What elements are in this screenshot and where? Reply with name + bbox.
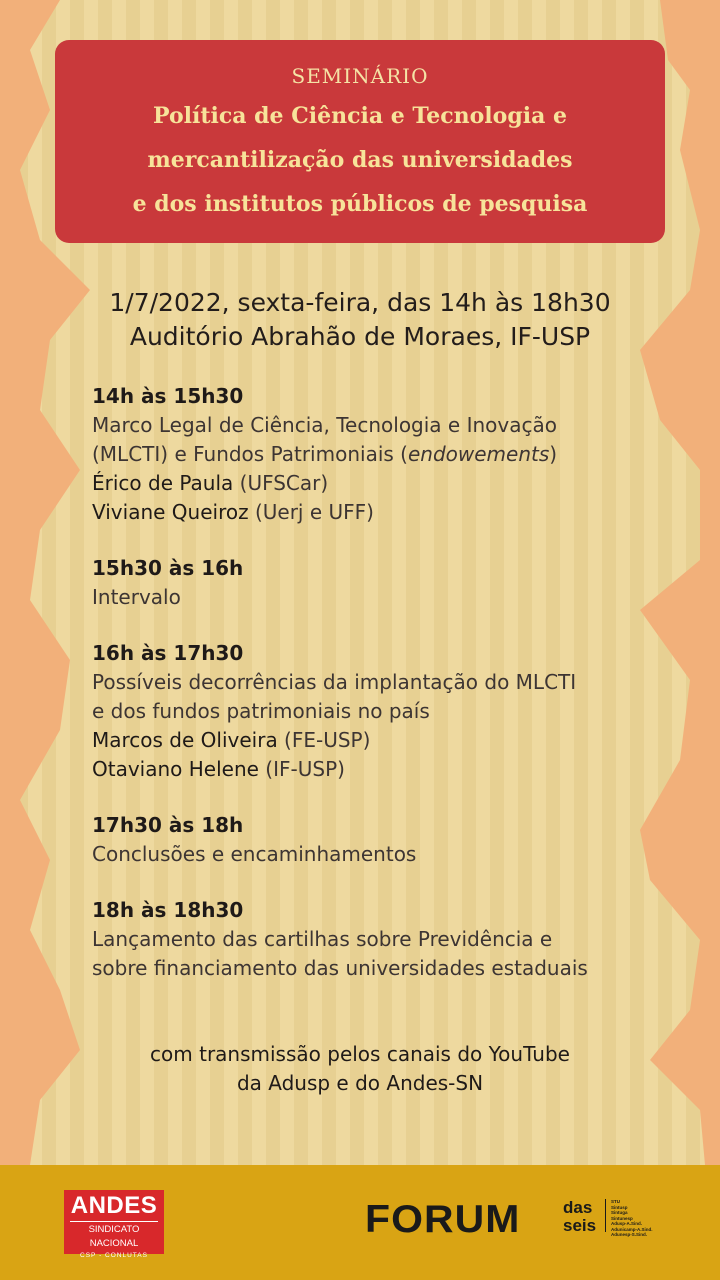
streaming-note-line: da Adusp e do Andes-SN [236,1071,484,1095]
speaker-name: Érico de Paula [92,471,234,495]
speaker [92,498,652,527]
speaker-name: Marcos de Oliveira [92,728,278,752]
schedule-slot [92,811,652,869]
event-info [0,286,720,354]
seminar-kicker: SEMINÁRIO [291,64,429,88]
seminar-header [55,40,665,243]
schedule-slot [92,382,652,527]
slot-description: Possíveis decorrências da implantação do MLCTI [92,670,577,694]
forum-logo-divider [605,1199,606,1232]
slot-time: 17h30 às 18h [92,813,244,837]
slot-description: (MLCTI) e Fundos Patrimoniais (endowements) [92,442,558,466]
forum-member: Adunesp-S.Sind. [611,1232,647,1237]
forum-member-list [611,1199,653,1238]
speaker [92,726,652,755]
forum-member: Sintunesp [611,1215,633,1221]
slot-description: sobre financiamento das universidades estaduais [92,956,588,980]
forum-logo-das: das [563,1198,593,1217]
forum-member: Adunicamp-A.Sind. [611,1226,653,1232]
speaker [92,755,652,784]
andes-logo-affiliation: CSP - CONLUTAS [80,1252,148,1259]
schedule [92,382,652,1010]
event-venue: Auditório Abrahão de Moraes, IF-USP [129,322,591,351]
forum-member: Sintusp [611,1204,628,1210]
speaker-name: Viviane Queiroz [92,500,249,524]
seminar-title-line: e dos institutos públicos de pesquisa [132,191,588,217]
forum-das-seis-logo [365,1195,665,1245]
footer-bar [0,1165,720,1280]
seminar-title-line: mercantilização das universidades [147,147,573,173]
forum-member: Sintuga [611,1210,628,1215]
slot-description: Intervalo [92,585,181,609]
slot-time: 14h às 15h30 [92,384,244,408]
speaker [92,469,652,498]
schedule-slot [92,896,652,983]
slot-time: 16h às 17h30 [92,641,244,665]
schedule-slot [92,639,652,784]
speaker-affiliation: (IF-USP) [258,757,345,781]
slot-description: Lançamento das cartilhas sobre Previdência e [92,927,553,951]
speaker-name: Otaviano Helene [92,757,259,781]
forum-member: Adusp-A.Sind. [611,1221,642,1226]
andes-logo-subtitle: SINDICATO NACIONAL [88,1224,140,1249]
forum-logo-word: FORUM [365,1198,521,1241]
event-date: 1/7/2022, sexta-feira, das 14h às 18h30 [109,288,611,317]
speaker-affiliation: (UFSCar) [233,471,329,495]
seminar-title-line: Política de Ciência e Tecnologia e [153,103,567,129]
slot-italic-term: endowements [407,442,550,466]
slot-description: Marco Legal de Ciência, Tecnologia e Inovação [92,413,557,437]
forum-logo-seis: seis [563,1216,597,1235]
schedule-slot [92,554,652,612]
andes-logo [64,1190,164,1259]
forum-member: STU [611,1199,620,1204]
speaker-affiliation: (FE-USP) [277,728,371,752]
slot-time: 15h30 às 16h [92,556,244,580]
speaker-affiliation: (Uerj e UFF) [248,500,374,524]
slot-description: e dos fundos patrimoniais no país [92,699,430,723]
slot-time: 18h às 18h30 [92,898,244,922]
streaming-note [0,1040,720,1098]
andes-logo-divider [70,1221,158,1222]
andes-logo-title: ANDES [70,1192,158,1219]
streaming-note-line: com transmissão pelos canais do YouTube [150,1042,570,1066]
slot-description: Conclusões e encaminhamentos [92,842,417,866]
